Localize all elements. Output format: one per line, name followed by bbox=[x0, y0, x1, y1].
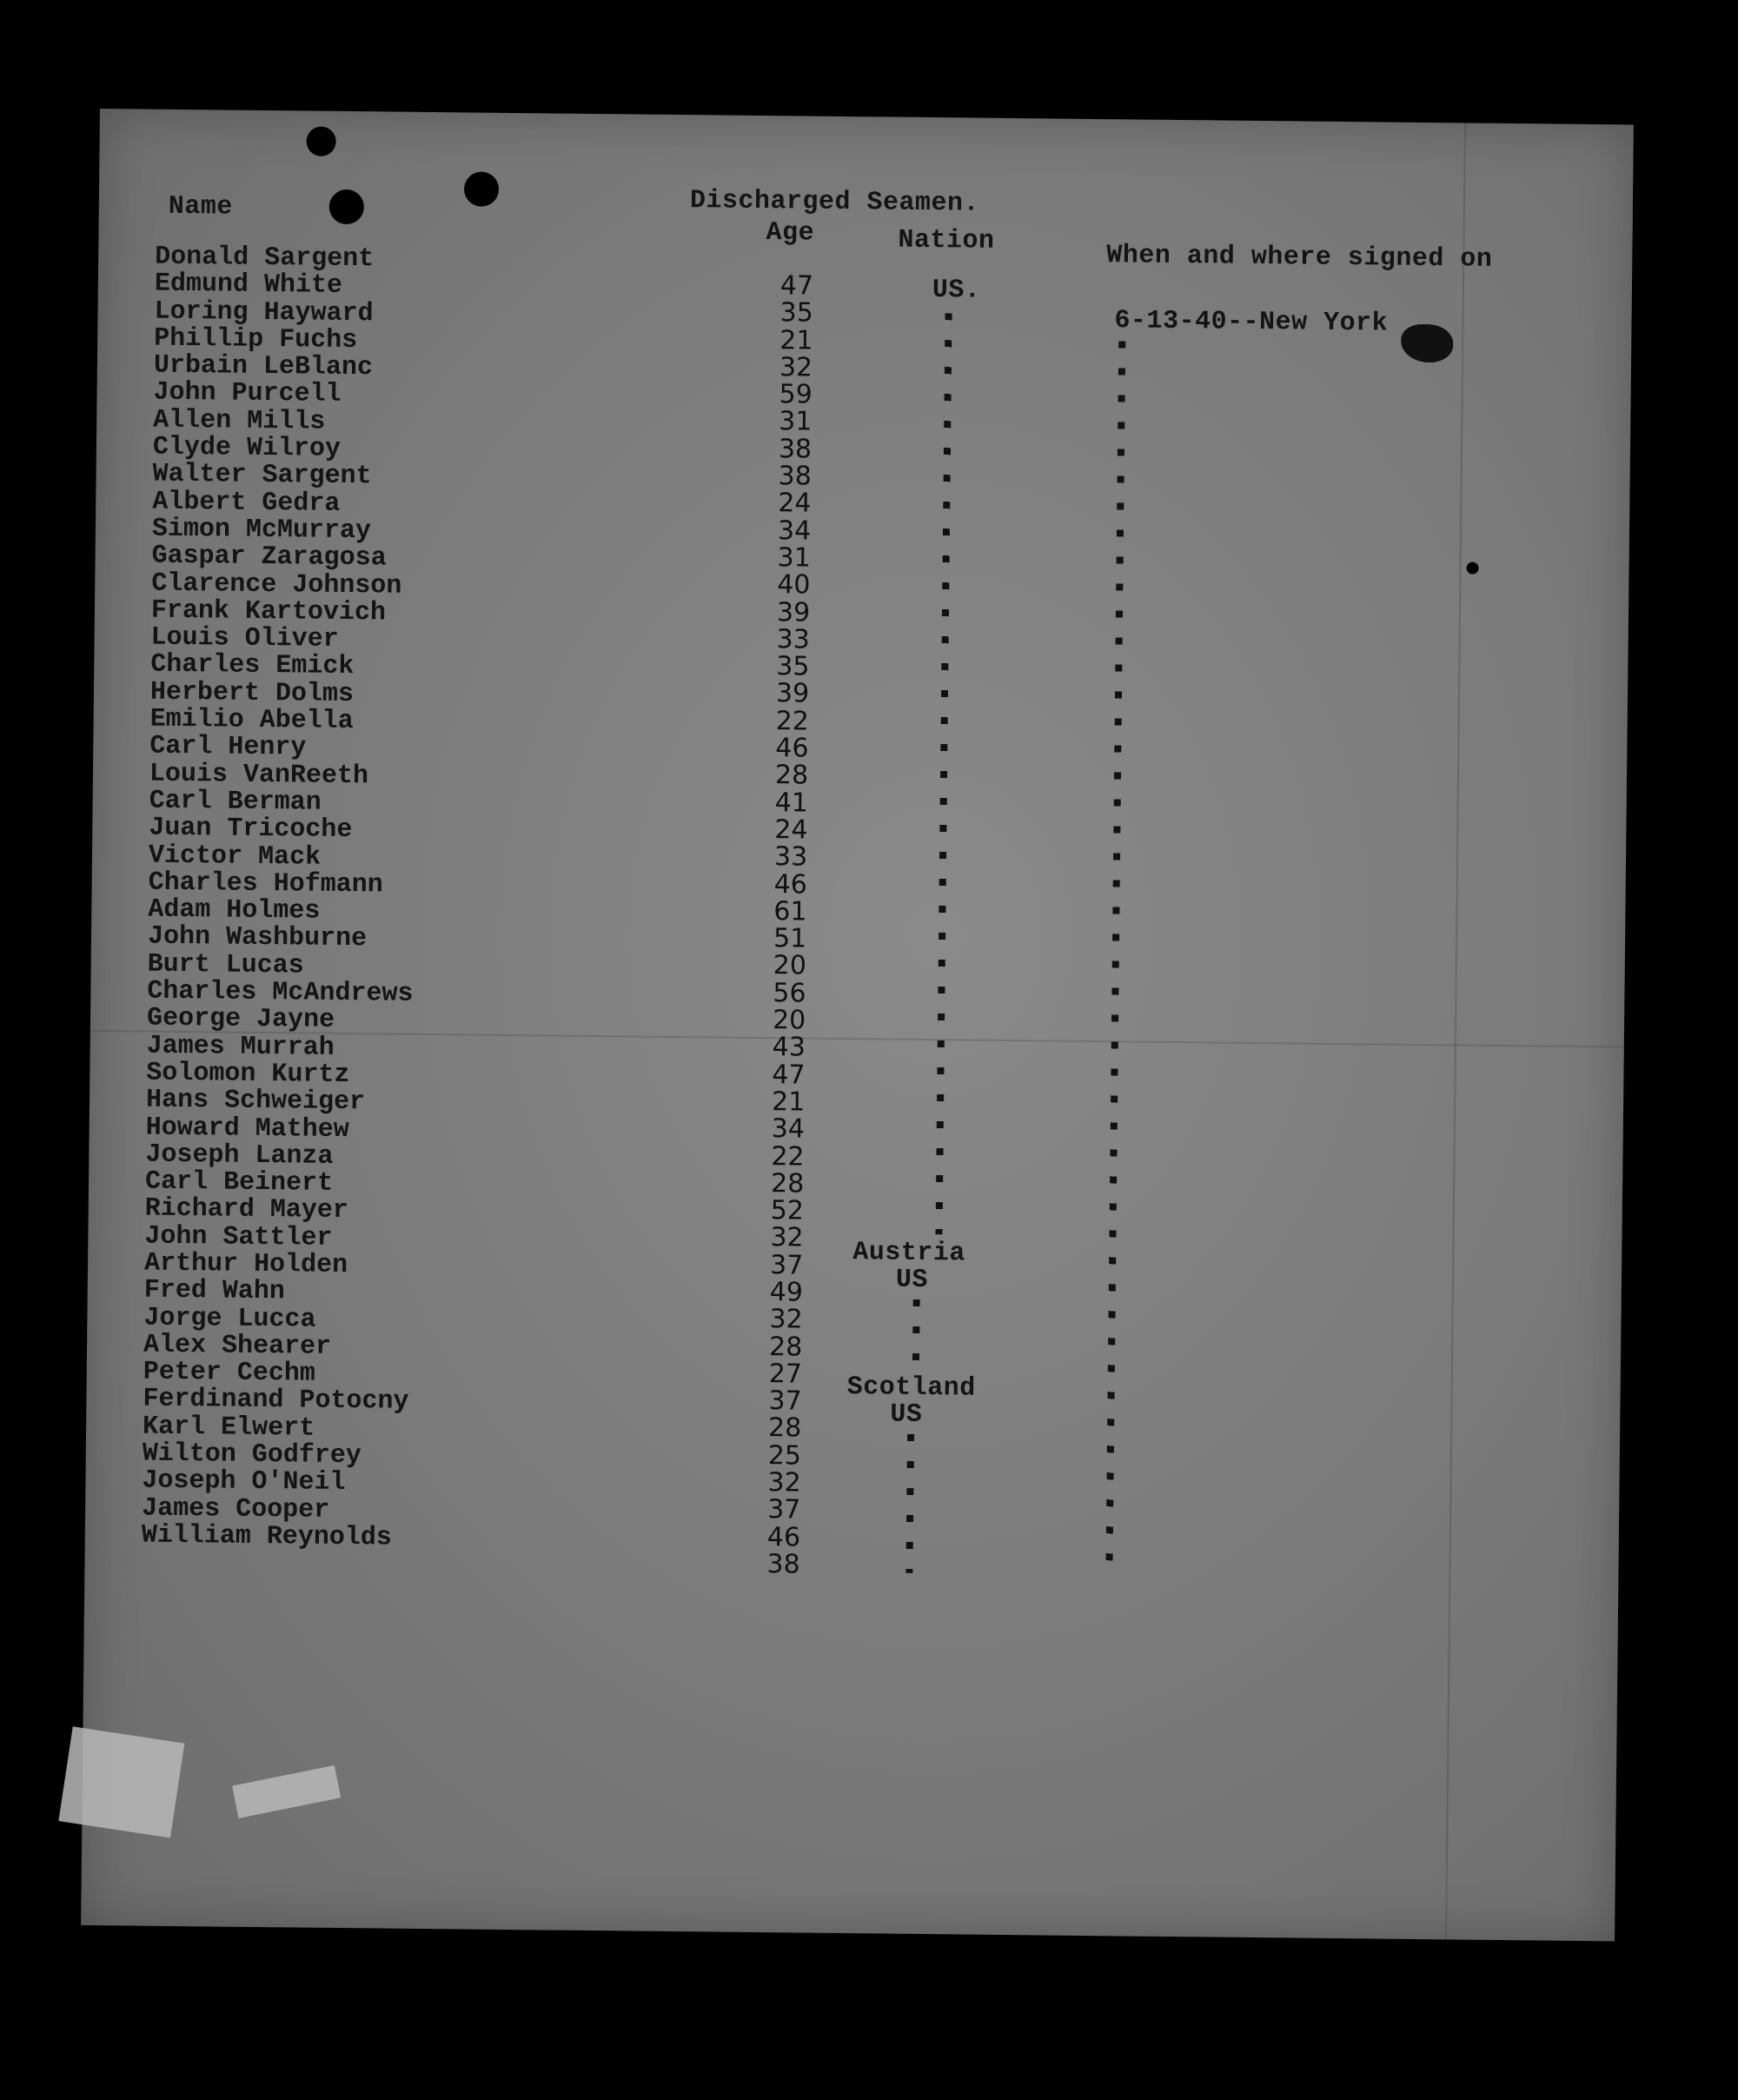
seaman-age: 46 bbox=[773, 868, 808, 900]
seaman-name: Joseph O'Neil bbox=[142, 1465, 346, 1499]
seaman-name: Phillip Fuchs bbox=[154, 323, 358, 356]
column-header-when-where: When and where signed on bbox=[1106, 241, 1493, 275]
seaman-name: Ferdinand Potocny bbox=[143, 1385, 409, 1418]
seaman-name: William Reynolds bbox=[141, 1520, 393, 1553]
nation-entry: US bbox=[890, 1399, 923, 1430]
seaman-age: 56 bbox=[773, 977, 806, 1009]
seaman-name: Clarence Johnson bbox=[151, 568, 402, 601]
seaman-age: 33 bbox=[773, 841, 808, 873]
names-column bbox=[142, 244, 421, 1552]
seaman-age: 41 bbox=[774, 787, 809, 819]
seaman-age: 22 bbox=[775, 705, 810, 737]
seaman-name: Carl Henry bbox=[149, 731, 307, 763]
seaman-name: Clyde Wilroy bbox=[152, 432, 342, 464]
nation-entry: Austria bbox=[852, 1238, 965, 1269]
seaman-age: 32 bbox=[767, 1467, 801, 1499]
seaman-name: Allen Mills bbox=[153, 405, 326, 437]
seaman-age: 21 bbox=[771, 1087, 806, 1118]
punch-hole bbox=[329, 189, 364, 224]
seaman-age: 61 bbox=[773, 895, 807, 927]
column-header-nation: Nation bbox=[898, 225, 995, 256]
seaman-name: Adam Holmes bbox=[148, 894, 321, 927]
seaman-name: Edmund White bbox=[154, 269, 343, 302]
seaman-age: 47 bbox=[779, 270, 814, 302]
seaman-age: 37 bbox=[768, 1386, 802, 1417]
torn-paper-patch bbox=[232, 1765, 341, 1818]
seaman-name: Herbert Dolms bbox=[149, 677, 355, 709]
document-title: Discharged Seamen. bbox=[689, 186, 980, 219]
seaman-name: James Cooper bbox=[141, 1493, 330, 1525]
seaman-age: 39 bbox=[776, 596, 811, 628]
torn-paper-patch bbox=[58, 1726, 184, 1838]
seaman-name: Simon McMurray bbox=[151, 514, 372, 547]
seaman-age: 31 bbox=[777, 542, 812, 574]
seaman-age: 32 bbox=[779, 352, 813, 383]
seaman-name: Karl Elwert bbox=[142, 1412, 315, 1444]
seaman-age: 28 bbox=[768, 1331, 803, 1363]
seaman-name: Burt Lucas bbox=[147, 949, 304, 981]
ages-column bbox=[766, 272, 813, 1578]
seaman-age: 59 bbox=[779, 379, 813, 410]
seaman-age: 35 bbox=[776, 651, 810, 682]
seaman-name: Solomon Kurtz bbox=[146, 1058, 350, 1090]
signed-on-entry: 6-13-40--New York bbox=[1114, 306, 1389, 339]
punch-hole bbox=[464, 171, 499, 206]
seaman-name: Victor Mack bbox=[148, 841, 322, 873]
seaman-age: 22 bbox=[771, 1140, 805, 1173]
seaman-name: Joseph Lanza bbox=[145, 1140, 334, 1172]
seaman-name: Charles Emick bbox=[150, 650, 355, 682]
nation-entry: Scotland bbox=[846, 1372, 976, 1404]
seaman-name: Richard Mayer bbox=[144, 1194, 348, 1226]
column-header-name: Name bbox=[168, 191, 234, 223]
seaman-age: 34 bbox=[771, 1113, 806, 1145]
seaman-name: Arthur Holden bbox=[143, 1248, 348, 1281]
nation-ditto-marks bbox=[935, 313, 952, 1234]
seaman-age: 32 bbox=[770, 1222, 804, 1253]
seaman-age: 46 bbox=[775, 733, 809, 764]
seaman-age: 28 bbox=[767, 1412, 802, 1445]
seaman-name: Louis Oliver bbox=[150, 622, 339, 655]
seaman-name: John Washburne bbox=[147, 922, 368, 954]
ink-blot bbox=[1401, 324, 1453, 363]
seaman-name: George Jayne bbox=[146, 1003, 335, 1036]
seaman-age: 28 bbox=[770, 1167, 805, 1200]
seaman-age: 20 bbox=[773, 950, 807, 981]
seaman-age: 40 bbox=[777, 569, 811, 601]
punch-hole bbox=[306, 126, 335, 156]
seaman-age: 49 bbox=[769, 1277, 804, 1308]
seaman-name: Albert Gedra bbox=[152, 487, 341, 519]
seaman-age: 51 bbox=[773, 923, 807, 954]
seaman-name: John Sattler bbox=[144, 1221, 333, 1253]
punch-hole bbox=[1466, 562, 1478, 574]
seaman-age: 34 bbox=[777, 515, 812, 547]
seaman-age: 27 bbox=[768, 1359, 803, 1390]
nation-entry: US. bbox=[932, 276, 981, 306]
seaman-name: Juan Tricoche bbox=[149, 813, 353, 846]
seaman-age: 38 bbox=[778, 461, 812, 492]
nation-ditto-marks bbox=[912, 1299, 920, 1369]
seaman-age: 37 bbox=[766, 1494, 801, 1525]
seaman-age: 38 bbox=[778, 433, 813, 465]
seaman-name: Carl Beinert bbox=[144, 1166, 334, 1199]
seaman-name: Loring Hayward bbox=[154, 296, 374, 329]
seaman-age: 47 bbox=[772, 1059, 806, 1091]
seaman-age: 37 bbox=[769, 1249, 804, 1281]
seaman-name: Charles Hofmann bbox=[148, 867, 383, 900]
fold-line-vertical bbox=[1445, 123, 1466, 1939]
seaman-name: Emilio Abella bbox=[149, 704, 354, 737]
seaman-age: 38 bbox=[766, 1549, 800, 1580]
seaman-name: Frank Kartovich bbox=[150, 595, 387, 628]
seaman-name: Carl Berman bbox=[149, 786, 322, 818]
seaman-name: Fred Wahn bbox=[143, 1275, 285, 1307]
column-header-age: Age bbox=[766, 218, 815, 249]
nation-ditto-marks bbox=[905, 1434, 914, 1573]
seaman-age: 28 bbox=[774, 760, 809, 791]
signed-ditto-marks bbox=[1105, 341, 1125, 1575]
seaman-name: Howard Mathew bbox=[145, 1113, 349, 1145]
seaman-name: Peter Cechm bbox=[143, 1357, 315, 1389]
seaman-name: John Purcell bbox=[153, 378, 342, 410]
seaman-age: 31 bbox=[779, 406, 813, 438]
seaman-name: Alex Shearer bbox=[143, 1330, 332, 1362]
seaman-age: 24 bbox=[778, 488, 812, 519]
seaman-name: Hans Schweiger bbox=[145, 1085, 366, 1118]
seaman-age: 33 bbox=[776, 624, 811, 655]
seaman-name: Donald Sargent bbox=[155, 242, 375, 275]
seaman-age: 32 bbox=[769, 1304, 803, 1335]
seaman-name: Jorge Lucca bbox=[143, 1303, 316, 1335]
seaman-name: Walter Sargent bbox=[152, 460, 372, 492]
seaman-name: Louis VanReeth bbox=[149, 759, 369, 791]
seaman-name: Wilton Godfrey bbox=[142, 1439, 362, 1472]
seaman-age: 43 bbox=[772, 1032, 806, 1063]
document-page bbox=[81, 109, 1634, 1941]
seaman-age: 46 bbox=[766, 1521, 801, 1553]
seaman-age: 20 bbox=[772, 1005, 806, 1036]
seaman-age: 39 bbox=[775, 678, 810, 710]
seaman-age: 52 bbox=[770, 1195, 805, 1226]
seaman-name: Urbain LeBlanc bbox=[153, 350, 374, 383]
nation-entry: US bbox=[895, 1265, 929, 1296]
seaman-name: James Murrah bbox=[146, 1031, 335, 1063]
seaman-age: 21 bbox=[779, 324, 813, 356]
seaman-age: 35 bbox=[779, 297, 813, 329]
seaman-name: Charles McAndrews bbox=[147, 976, 414, 1009]
seaman-age: 25 bbox=[767, 1439, 802, 1472]
seaman-name: Gaspar Zaragosa bbox=[151, 541, 387, 574]
seaman-age: 24 bbox=[774, 814, 808, 846]
